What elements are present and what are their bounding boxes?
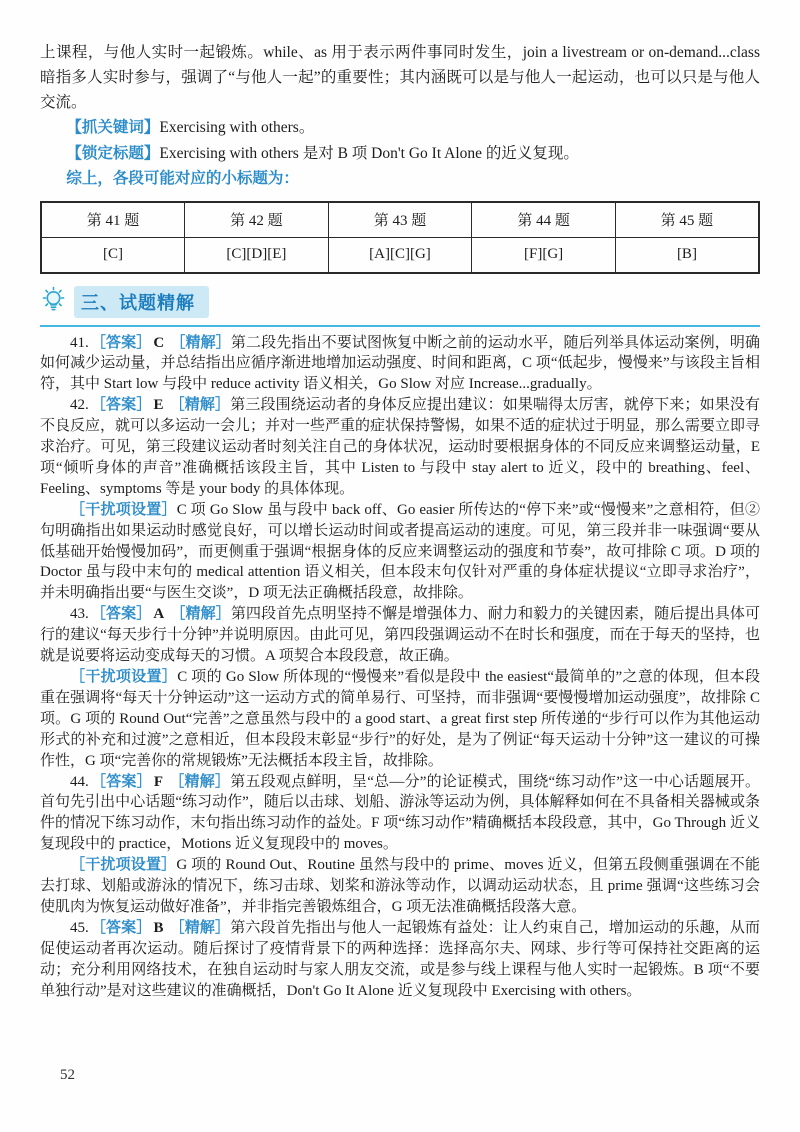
explanation-text: 第四段首先点明坚持不懈是增强体力、耐力和毅力的关键因素，随后提出具体可行的建议“每天步行十分钟”并说明原因。由此可见，第四段强调运动不在时长和强度，而在于每天的坚持，也就是说要将运动变成每天的习惯。A 项契合本段段意，故正确。 <box>40 606 760 665</box>
table-header-cell: 第 42 题 <box>185 202 329 238</box>
question-number: 42. <box>70 397 89 414</box>
explanation-text: 第六段首先指出与他人一起锻炼有益处：让人约束自己，增加运动的乐趣，从而促使运动者再次运动。随后探讨了疫情背景下的两种选择：选择高尔夫、网球、步行等可保持社交距离的运动；充分利用网络技术，在独自运动时与家人朋友交流，或是参与线上课程与他人实时一起锻炼。B 项“不要单独行动”是对这些建议的准确概括，Don't Go It Alone 近义复现段中 Exercising with others。 <box>40 919 760 999</box>
explain-tag: ［精解］ <box>170 605 231 623</box>
table-header-cell: 第 44 题 <box>472 202 616 238</box>
explanation-41 <box>40 333 760 396</box>
table-answer-row <box>41 237 759 273</box>
section-title: 三、试题精解 <box>74 286 209 318</box>
distractor-tag: ［干扰项设置］ <box>70 668 178 685</box>
table-answer-cell: [C] <box>41 237 185 273</box>
explanation-text: 第三段围绕运动者的身体反应提出建议：如果喘得太厉害，就停下来；如果没有不良反应，就可以多运动一会儿；并对一些严重的症状保持警惕，如果不适的症状过于明显，那么需要立即寻求治疗。可见，第三段建议运动者时刻关注自己的身体状况，运动时要根据身体的不同反应来调整运动量，E 项“倾听身体的声音”准确概括该段主旨，其中 Listen to 与段中 stay alert to 近义，段中的 breathing、feel、Feeling、symptoms 等是 your body 的具体体现。 <box>40 397 761 497</box>
question-number: 43. <box>70 606 89 623</box>
distractor-42 <box>40 500 760 605</box>
locktitle-line <box>40 141 760 167</box>
explanation-text: 第二段先指出不要试图恢复中断之前的运动水平，随后列举具体运动案例，明确如何减少运动量，并总结指出应循序渐进地增加运动强度、时间和距离，C 项“低起步，慢慢来”与该段主旨相符，其中 Start low 与段中 reduce activity 语义相关，Go Slow 对应 Increase...gradually。 <box>40 334 760 393</box>
answer-tag: ［答案］ <box>90 605 152 623</box>
summary-line: 综上，各段可能对应的小标题为： <box>66 170 299 187</box>
table-answer-cell: [F][G] <box>472 237 616 273</box>
keyword-tag: 【抓关键词】 <box>66 119 160 136</box>
table-header-row <box>41 202 759 238</box>
table-answer-cell: [A][C][G] <box>328 237 472 273</box>
explain-tag: ［精解］ <box>169 396 231 414</box>
table-answer-cell: [B] <box>615 237 759 273</box>
explanation-42 <box>40 395 760 500</box>
table-header-cell: 第 43 题 <box>328 202 472 238</box>
distractor-text: G 项的 Round Out、Routine 虽然与段中的 prime、moves 近义，但第五段侧重强调在不能去打球、划船或游泳的情况下，练习击球、划桨和游泳等动作，以调动运动状态，且 prime 强调“这些练习会使肌肉为恢复运动做好准备”，并非指完善锻炼组合，G 项无法准确概括段落大意。 <box>40 857 760 915</box>
explanation-43 <box>40 604 760 667</box>
answer-tag: ［答案］ <box>90 772 152 790</box>
answer-letter: F <box>153 773 164 790</box>
explanation-45 <box>40 918 760 1002</box>
lightbulb-icon <box>40 286 67 315</box>
distractor-text: C 项的 Go Slow 所体现的“慢慢来”看似是段中 the easiest“最简单的”之意的体现，但本段重在强调将“每天十分钟运动”这一运动方式的简单易行、可坚持，而非强调“要慢慢增加运动强度”，故排除 C 项。G 项的 Round Out“完善”之意虽然与段中的 a good start、a great first step 所传递的“步行可以作为其他运动形式的补充和过渡”之意相近，但本段段末彰显“步行”的好处，是为了例证“每天运动十分钟”这一建议的可操作性，G 项“完善你的常规锻炼”无法概括本段主旨，故排除。 <box>40 669 760 769</box>
question-number: 41. <box>70 334 89 351</box>
explain-tag: ［精解］ <box>169 772 231 790</box>
question-number: 45. <box>70 919 89 936</box>
keyword-line <box>40 115 760 141</box>
answer-letter: E <box>153 397 164 414</box>
answer-letter: A <box>153 606 165 623</box>
explanation-44 <box>40 772 760 856</box>
table-answer-cell: [C][D][E] <box>185 237 329 273</box>
distractor-43 <box>40 667 760 772</box>
answer-tag: ［答案］ <box>90 918 152 936</box>
table-header-cell: 第 41 题 <box>41 202 185 238</box>
answers-table <box>40 201 760 274</box>
distractor-tag: ［干扰项设置］ <box>70 500 177 518</box>
answer-tag: ［答案］ <box>90 396 152 414</box>
distractor-text: C 项 Go Slow 虽与段中 back off、Go easier 所传达的“停下来”或“慢慢来”之意相符，但②句明确指出如果运动时感觉良好，可以增长运动时间或者提高运动的速度。可见，第三段并非一味强调“要从低基础开始慢慢加码”，而更侧重于强调“根据身体的反应来调整运动的强度和节奏”，故可排除 C 项。D 项的 Doctor 虽与段中末句的 medical attention 语义相关，但本段末句仅针对严重的身体症状提议“立即寻求治疗”，并未明确指出要“与医生交谈”，D 项无法正确概括段意，故排除。 <box>40 501 760 602</box>
question-number: 44. <box>70 773 89 790</box>
keyword-text: Exercising with others。 <box>159 119 315 136</box>
page-number: 52 <box>60 1067 75 1083</box>
continuation-text: 上课程，与他人实时一起锻炼。while、as 用于表示两件事同时发生，join a livestream or on-demand...class 暗指多人实时参与，强调了“与他人一起”的重要性；其内涵既可以是与他人一起运动，也可以只是与他人交流。 <box>40 44 760 111</box>
answer-letter: B <box>153 919 164 936</box>
distractor-tag: ［干扰项设置］ <box>70 856 177 874</box>
explanation-text: 第五段观点鲜明，呈“总—分”的论证模式，围绕“练习动作”这一中心话题展开。首句先引出中心话题“练习动作”，随后以击球、划船、游泳等运动为例，具体解释如何在不具备相关器械或条件的情况下练习动作，末句指出练习动作的益处。F 项“练习动作”精确概括本段段意，其中，Go Through 近义复现段中的 practice，Motions 近义复现段中的 moves。 <box>40 773 760 853</box>
distractor-44 <box>40 855 760 918</box>
section-header <box>40 286 760 327</box>
answer-letter: C <box>153 334 165 351</box>
explain-tag: ［精解］ <box>170 333 231 351</box>
answer-tag: ［答案］ <box>90 333 152 351</box>
table-header-cell: 第 45 题 <box>615 202 759 238</box>
locktitle-tag: 【锁定标题】 <box>66 144 160 162</box>
explain-tag: ［精解］ <box>169 918 231 936</box>
continuation-paragraph <box>40 40 760 115</box>
locktitle-text: Exercising with others 是对 B 项 Don't Go It Alone 的近义复现。 <box>159 144 579 162</box>
